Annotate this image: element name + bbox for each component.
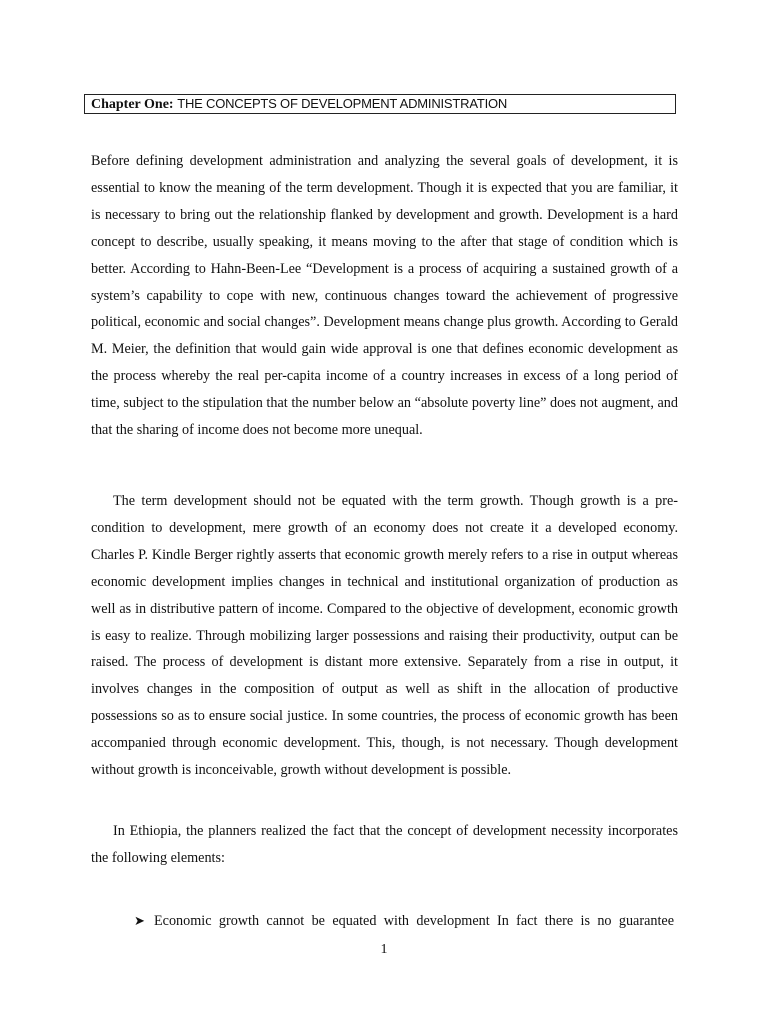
bullet-item: [134, 908, 678, 936]
paragraph-definition: Before defining development administration and analyzing the several goals of development, it is essential to know the meaning of the term development. Though it is expected that you are familiar, it is necessary to bring out the relationship flanked by development and growth. Development is a hard concept to describe, usually speaking, it means moving to the after that stage of condition which is better. According to Hahn-Been-Lee “Development is a process of acquiring a sustained growth of a system’s capability to cope with new, continuous changes toward the achievement of progressive political, economic and social changes”. Development means change plus growth. According to Gerald M. Meier, the definition that would gain wide approval is one that defines economic development as the process whereby the real per-capita income of a country increases in excess of a long period of time, subject to the stipulation that the number below an “absolute poverty line” does not augment, and that the sharing of income does not become more unequal.: [91, 153, 678, 439]
page-number: 1: [380, 942, 388, 957]
paragraph-ethiopia: In Ethiopia, the planners realized the fact that the concept of development necessity incorporates the following elements:: [91, 823, 678, 866]
chapter-title: THE CONCEPTS OF DEVELOPMENT ADMINISTRATION: [177, 96, 508, 111]
chapter-label: Chapter One:: [91, 97, 174, 112]
arrowhead-bullet-icon: ➤: [134, 914, 145, 929]
bullet-text: Economic growth cannot be equated with development In fact there is no guarantee: [154, 913, 674, 929]
chapter-heading-box: [84, 94, 676, 114]
paragraph-growth-vs-development: The term development should not be equated with the term growth. Though growth is a pre-condition to development, mere growth of an economy does not create it a developed economy. Charles P. Kindle Berger rightly asserts that economic growth merely refers to a rise in output whereas economic development implies changes in technical and institutional organization of production as well as in distributive pattern of income. Compared to the objective of development, economic growth is easy to realize. Through mobilizing larger possessions and raising their productivity, output can be raised. The process of development is distant more extensive. Separately from a rise in output, it involves changes in the composition of output as well as shift in the allocation of productive possessions so as to ensure social justice. In some countries, the process of economic growth has been accompanied through economic development. This, though, is not necessary. Though development without growth is inconceivable, growth without development is possible.: [91, 493, 678, 779]
